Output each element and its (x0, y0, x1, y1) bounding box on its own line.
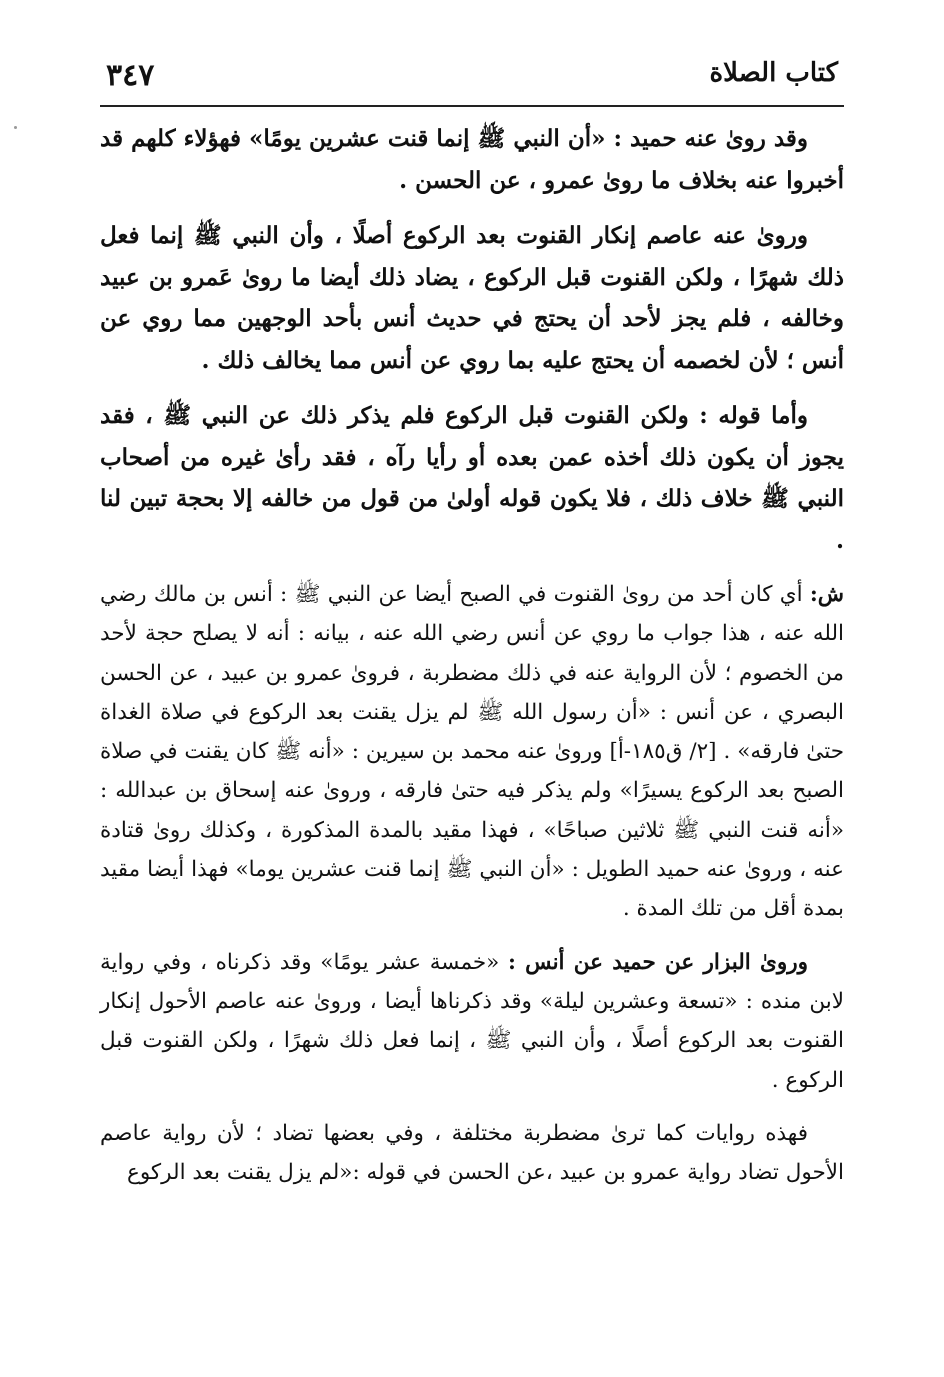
page-header (100, 52, 844, 102)
commentary-paragraph-1 (100, 575, 844, 929)
commentary-text: أي كان أحد من روىٰ القنوت في الصبح أيضا عن النبي ﷺ : أنس بن مالك رضي الله عنه ، هذا جواب ما روي عن أنس رضي الله عنه ، بيانه : أنه لا يصلح حجة لأحد من الخصوم ؛ لأن الرواية عنه في ذلك مضطربة ، فروىٰ عمرو بن عبيد ، عن الحسن البصري ، عن أنس : «أن رسول الله ﷺ لم يزل يقنت بعد الركوع في صلاة الغداة حتىٰ فارقه» . [٢/ ق١٨٥-أ] وروىٰ عنه محمد بن سيرين : «أنه ﷺ كان يقنت في صلاة الصبح بعد الركوع يسيرًا» ولم يذكر فيه حتىٰ فارقه ، وروىٰ عنه إسحاق بن عبدالله : «أنه قنت النبي ﷺ ثلاثين صباحًا» ، فهذا مقيد بالمدة المذكورة ، وكذلك روىٰ قتادة عنه ، وروىٰ عنه حميد الطويل : «أن النبي ﷺ إنما قنت عشرين يوما» فهذا أيضا مقيد بمدة أقل من تلك المدة . (100, 582, 844, 922)
matn-paragraph-1: وقد روىٰ عنه حميد : «أن النبي ﷺ إنما قنت عشرين يومًا» فهؤلاء كلهم قد أخبروا عنه بخلاف ما روىٰ عمرو ، عن الحسن . (100, 125, 844, 194)
commentary-marker: ش: (809, 582, 844, 607)
margin-mark (14, 126, 17, 129)
page-number: ٣٤٧ (106, 58, 155, 93)
matn-paragraph-3: وأما قوله : ولكن القنوت قبل الركوع فلم يذكر ذلك عن النبي ﷺ ، فقد يجوز أن يكون ذلك أخذه عمن بعده أو رأيا رآه ، فقد رأىٰ غيره من أصحاب النبي ﷺ خلاف ذلك ، فلا يكون قوله أولىٰ من قول من خالفه إلا بحجة تبين لنا . (100, 402, 844, 554)
commentary-paragraph-3: فهذه روايات كما ترىٰ مضطربة مختلفة ، وفي بعضها تضاد ؛ لأن رواية عاصم الأحول تضاد رواية عمرو بن عبيد ،عن الحسن في قوله :«لم يزل يقنت بعد الركوع (100, 1120, 844, 1186)
header-rule (100, 105, 844, 107)
paragraph-lead: وروىٰ البزار عن حميد عن أنس : (507, 949, 808, 975)
matn-paragraph-2: وروىٰ عنه عاصم إنكار القنوت بعد الركوع أصلًا ، وأن النبي ﷺ إنما فعل ذلك شهرًا ، ولكن القنوت قبل الركوع ، يضاد ذلك أيضا ما روىٰ عَمرو بن عبيد وخالفه ، فلم يجز لأحد أن يحتج في حديث أنس بأحد الوجهين مما روي عن أنس ؛ لأن لخصمه أن يحتج عليه بما روي عن أنس مما يخالف ذلك . (100, 222, 844, 374)
running-title: كتاب الصلاة (709, 58, 838, 88)
body-text (100, 118, 844, 1192)
commentary-paragraph-2 (100, 943, 844, 1100)
paragraph-text: «خمسة عشر يومًا» وقد ذكرناه ، وفي رواية لابن منده : «تسعة وعشرين ليلة» وقد ذكرناها أيضا ، وروىٰ عنه عاصم الأحول إنكار القنوت بعد الركوع أصلًا ، وأن النبي ﷺ ، إنما فعل ذلك شهرًا ، ولكن القنوت قبل الركوع . (100, 949, 844, 1093)
